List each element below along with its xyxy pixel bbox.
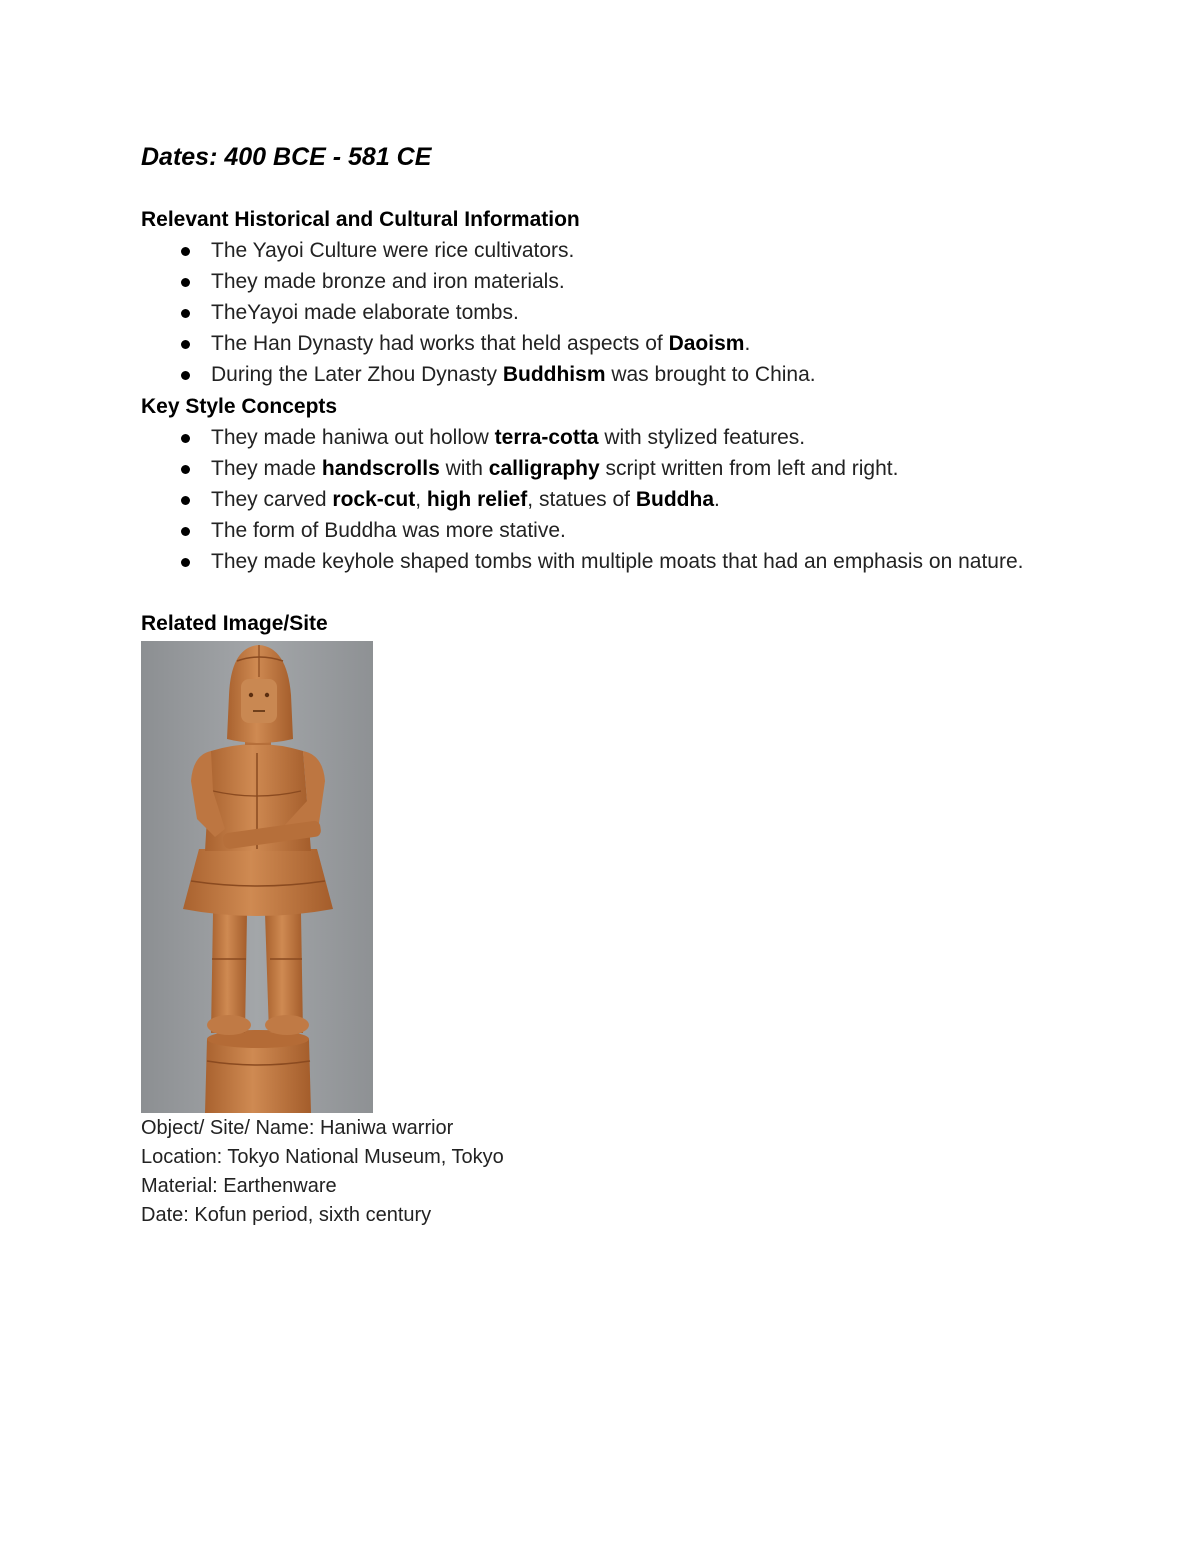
bold-term: calligraphy bbox=[488, 457, 600, 480]
haniwa-warrior-image bbox=[141, 641, 373, 1113]
list-text: During the Later Zhou Dynasty bbox=[211, 363, 503, 386]
section-related-image bbox=[141, 608, 1061, 639]
list-item bbox=[141, 453, 1061, 484]
list-item bbox=[141, 484, 1061, 515]
list-item bbox=[141, 359, 1061, 390]
list-text: was brought to China. bbox=[605, 363, 816, 386]
section-heading: Key Style Concepts bbox=[141, 395, 338, 418]
section-historical-info bbox=[141, 204, 1061, 390]
list-text: , statues of bbox=[527, 488, 636, 511]
list-text: The Yayoi Culture were rice cultivators. bbox=[211, 239, 575, 262]
page-title: Dates: 400 BCE - 581 CE bbox=[141, 143, 432, 171]
caption-location: Location: Tokyo National Museum, Tokyo bbox=[141, 1146, 504, 1168]
list-text: They made haniwa out hollow bbox=[211, 426, 495, 449]
section-key-style-concepts bbox=[141, 391, 1061, 577]
bold-term: handscrolls bbox=[321, 457, 440, 480]
section-heading: Related Image/Site bbox=[141, 612, 328, 635]
list-text: They made bronze and iron materials. bbox=[211, 270, 565, 293]
list-text: They made keyhole shaped tombs with multiple moats that had an emphasis on nature. bbox=[211, 550, 1024, 573]
bold-term: rock-cut bbox=[332, 488, 416, 511]
bullet-icon bbox=[181, 371, 190, 380]
bullet-icon bbox=[181, 309, 190, 318]
list-text: They carved bbox=[211, 488, 333, 511]
bullet-icon bbox=[181, 558, 190, 567]
bullet-icon bbox=[181, 247, 190, 256]
caption-date: Date: Kofun period, sixth century bbox=[141, 1204, 432, 1226]
list-text: . bbox=[714, 488, 720, 511]
list-item bbox=[141, 546, 1061, 577]
list-text: with bbox=[439, 457, 489, 480]
bold-term: terra-cotta bbox=[494, 426, 599, 449]
list-item bbox=[141, 515, 1061, 546]
bold-term: Buddha bbox=[635, 488, 714, 511]
list-item bbox=[141, 422, 1061, 453]
bold-term: Daoism bbox=[668, 332, 745, 355]
bullet-icon bbox=[181, 496, 190, 505]
list-text: TheYayoi made elaborate tombs. bbox=[211, 301, 519, 324]
list-item bbox=[141, 328, 1061, 359]
bullet-icon bbox=[181, 434, 190, 443]
list-text: script written from left and right. bbox=[599, 457, 899, 480]
bullet-list bbox=[141, 235, 1061, 390]
image-caption bbox=[141, 1114, 504, 1230]
bold-term: high relief bbox=[426, 488, 528, 511]
bold-term: Buddhism bbox=[502, 363, 606, 386]
bullet-icon bbox=[181, 527, 190, 536]
bullet-icon bbox=[181, 465, 190, 474]
list-text: They made bbox=[211, 457, 322, 480]
caption-object: Object/ Site/ Name: Haniwa warrior bbox=[141, 1117, 454, 1139]
bullet-list bbox=[141, 422, 1061, 577]
list-text: . bbox=[744, 332, 751, 355]
bullet-icon bbox=[181, 340, 190, 349]
caption-material: Material: Earthenware bbox=[141, 1175, 337, 1197]
list-text: The Han Dynasty had works that held aspects of bbox=[211, 332, 669, 355]
list-item bbox=[141, 235, 1061, 266]
list-text: , bbox=[415, 488, 427, 511]
list-item bbox=[141, 297, 1061, 328]
list-item bbox=[141, 266, 1061, 297]
list-text: The form of Buddha was more stative. bbox=[211, 519, 566, 542]
section-heading: Relevant Historical and Cultural Information bbox=[141, 208, 580, 231]
list-text: with stylized features. bbox=[598, 426, 806, 449]
bullet-icon bbox=[181, 278, 190, 287]
